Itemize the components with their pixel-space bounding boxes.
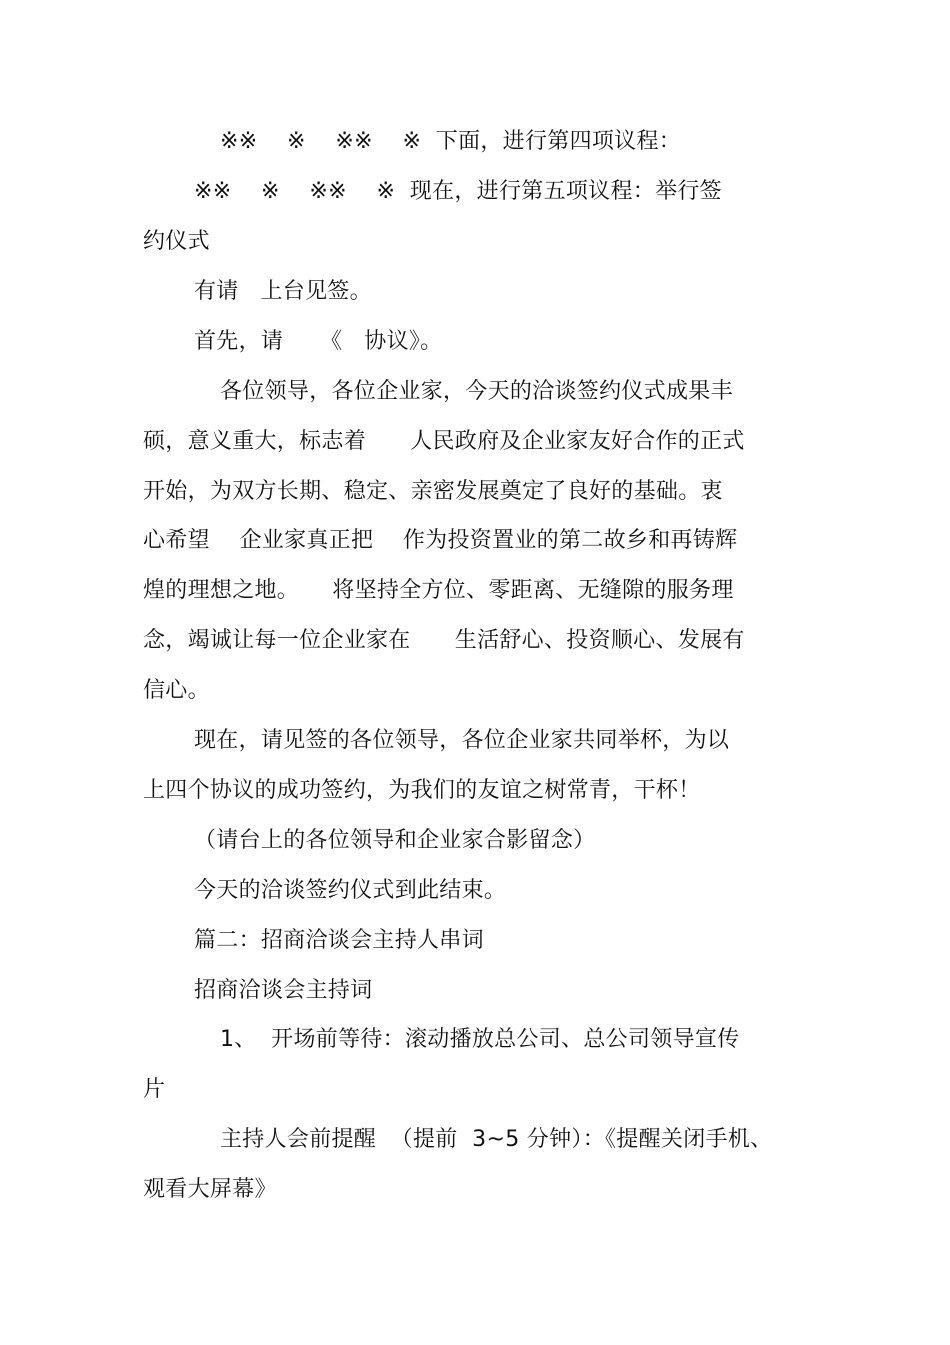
line-photo-note: （请台上的各位领导和企业家合影留念） — [194, 828, 596, 853]
line-speech-2: 硕，意义重大，标志着 人民政府及企业家友好合作的正式 — [143, 429, 745, 454]
line-reminder: 主持人会前提醒 （提前 3~5 分钟）：《提醒关闭手机、 — [220, 1127, 773, 1152]
line-speech-6: 念，竭诚让每一位企业家在 生活舒心、投资顺心、发展有 — [143, 628, 745, 653]
line-toast-1: 现在，请见签的各位领导，各位企业家共同举杯，为以 — [194, 728, 730, 753]
line-agenda-5-cont: 约仪式 — [143, 229, 210, 254]
line-item-1: 1、 开场前等待：滚动播放总公司、总公司领导宣传 — [220, 1027, 740, 1052]
line-ceremony-end: 今天的洽谈签约仪式到此结束。 — [194, 878, 507, 903]
line-agenda-4: ※※ ※ ※※ ※ 下面，进行第四项议程： — [220, 129, 682, 154]
line-agenda-5: ※※ ※ ※※ ※ 现在，进行第五项议程：举行签 — [194, 179, 722, 204]
line-invite-witness: 有请 上台见签。 — [194, 279, 372, 304]
line-section-title: 篇二：招商洽谈会主持人串词 — [194, 928, 484, 953]
line-speech-7: 信心。 — [143, 678, 210, 703]
line-first-agreement: 首先，请 《 协议》。 — [194, 329, 443, 354]
line-speech-3: 开始，为双方长期、稳定、亲密发展奠定了良好的基础。衷 — [143, 479, 723, 504]
line-speech-4: 心希望 企业家真正把 作为投资置业的第二故乡和再铸辉 — [143, 528, 738, 553]
line-item-1-cont: 片 — [143, 1077, 166, 1102]
line-reminder-cont: 观看大屏幕》 — [143, 1177, 277, 1202]
line-speech-5: 煌的理想之地。 将坚持全方位、零距离、无缝隙的服务理 — [143, 578, 734, 603]
line-toast-2: 上四个协议的成功签约，为我们的友谊之树常青，干杯！ — [143, 778, 701, 803]
line-speech-1: 各位领导，各位企业家，今天的洽谈签约仪式成果丰 — [220, 379, 733, 404]
line-subtitle: 招商洽谈会主持词 — [194, 978, 373, 1003]
